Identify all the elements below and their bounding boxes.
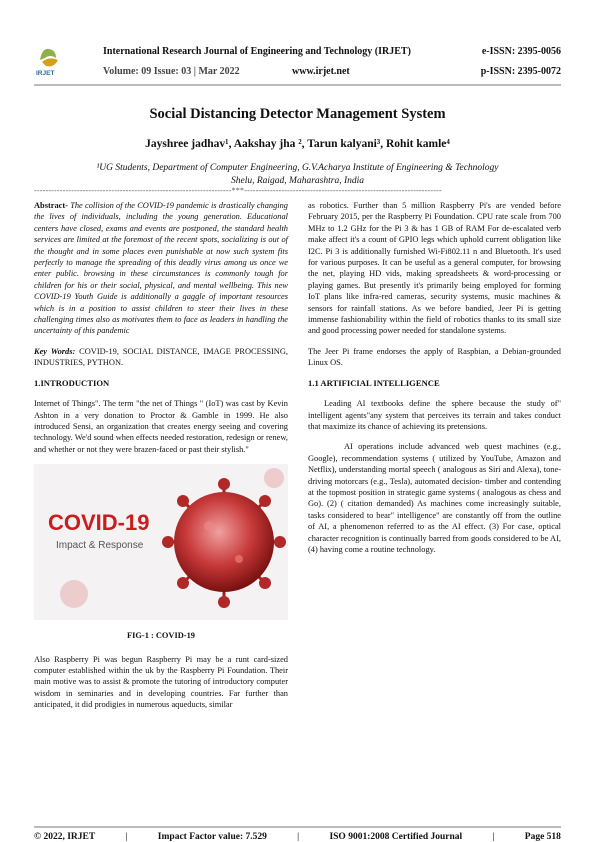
- e-issn: e-ISSN: 2395-0056: [481, 46, 561, 57]
- intro-heading: 1.INTRODUCTION: [34, 377, 110, 388]
- footer-separator: |: [297, 832, 300, 842]
- keywords-text: COVID-19, SOCIAL DISTANCE, IMAGE PROCESSING, INDUSTRIES, PYTHON.: [34, 346, 288, 368]
- keywords-label: Key Words:: [34, 346, 76, 356]
- journal-url[interactable]: www.irjet.net: [292, 66, 350, 77]
- figure-title: COVID-19: [48, 510, 150, 536]
- paper-title: Social Distancing Detector Management System: [149, 106, 446, 122]
- abstract: [34, 200, 288, 337]
- footer-iso: ISO 9001:2008 Certified Journal: [329, 832, 463, 842]
- figure-subtitle: Impact & Response: [56, 540, 144, 552]
- footer-rule: [34, 826, 561, 828]
- keywords: [34, 346, 288, 369]
- volume-issue: Volume: 09 Issue: 03 | Mar 2022: [103, 66, 240, 77]
- affiliation-line-1: ¹UG Students, Department of Computer Engineering, G.V.Acharya Institute of Engineering & Technology: [96, 163, 499, 173]
- intro-paragraph: Internet of Things". The term "the net of Things " (IoT) was cast by Kevin Ashton in a very donation to Proctor & Gamble in 1999. He also introduced Sensi, an organization that creates energy seeing and covering technology. We'd sound when effects needed restoration, redesign or renew, and whether or not they were brazen-faced or past their stylish.": [34, 399, 288, 454]
- footer-separator: |: [492, 832, 495, 842]
- paper-authors: Jayshree jadhav¹, Aakshay jha ², Tarun kalyani³, Rohit kamle⁴: [145, 138, 450, 150]
- raspberry-pi-paragraph: Also Raspberry Pi was begun Raspberry Pi may be a runt card-sized computer established within the uk by the Raspberry Pi Foundation. Their main motive was to assist & promote the tutoring of introductory computer wisdom in seminaries and in developing countries. Far further than anticipated, it did prodigies in numerous aqueducts, similar: [34, 654, 288, 710]
- covid-illustration: [34, 464, 288, 620]
- footer-page-number: Page 518: [524, 832, 561, 842]
- header-rule: [34, 84, 561, 86]
- covid-figure: [34, 464, 288, 620]
- p-issn: p-ISSN: 2395-0072: [480, 66, 561, 77]
- footer-copyright: © 2022, IRJET: [34, 832, 96, 842]
- footer-separator: |: [125, 832, 128, 842]
- figure-caption: FIG-1 : COVID-19: [127, 631, 195, 641]
- irjet-logo: [36, 46, 62, 76]
- paper-affiliation: [0, 162, 595, 188]
- right-column: [308, 200, 561, 564]
- footer-impact-factor: Impact Factor value: 7.529: [157, 832, 267, 842]
- page-footer: [34, 832, 561, 842]
- abstract-label: Abstract-: [34, 201, 68, 210]
- journal-header: [34, 44, 561, 84]
- ai-heading: 1.1 ARTIFICIAL INTELLIGENCE: [308, 377, 440, 388]
- journal-title: International Research Journal of Engineering and Technology (IRJET): [103, 46, 411, 57]
- left-column: [34, 200, 288, 720]
- section-separator: ---------------------------------------------------------------------***---------------------------------------------------------------------: [34, 186, 442, 195]
- abstract-text: The collision of the COVID-19 pandemic is drastically changing the lives of individuals, including the young generation. Educational centers have closed, exams and events are postponed, the standard health services are limited at the foremost of the recent spots, socializing is out of the thought and in some places even punishable at now such system fits perfectly to manage the spreading of this deadly virus among us once we enter public. browsing in these circumstances is commonly tough for children for his or their social, physical, and mental wellbeing. This new COVID-19 Youth Guide is additionally a gaggle of important resources which is in a position to assist children to steer their lives in these challenging times also as motivates them to face as leaders in handling the uncertainty of this pandemic: [34, 201, 288, 336]
- svg-text:IRJET: IRJET: [36, 70, 55, 76]
- affiliation-line-2: Shelu, Raigad, Maharashtra, India: [231, 176, 364, 186]
- ai-paragraph-1: Leading AI textbooks define the sphere because the study of" intelligent agents"any system that perceives its terrain and takes conduct that maximize its chance of achieving its pretensions.: [308, 399, 561, 431]
- raspbian-paragraph: The Jeer Pi frame endorses the apply of Raspbian, a Debian-grounded Linux OS.: [308, 346, 561, 368]
- ai-paragraph-2: AI operations include advanced web quest machines (e.g., Google), recommendation systems ( utilized by YouTube, Amazon and Netflix), understanding mortal speech ( analogous as Siri and Alexa), tone- driving motorcars (e.g., Tesla), automated decision- timber and contending at the topmost position in strategic game systems ( analogous as chess and Go). (2) ( citation demanded) As machines come increasingly suitable, tasks considered to bear" intelligence" are constantly off from the outline of AI, a phenomenon referred to as the AI effect. (3) For case, optical character recognition is continually barred from goods considered to be AI, (4) having come a routine technology.: [308, 442, 561, 554]
- robotics-paragraph: as robotics. Further than 5 million Raspberry Pi's are vended before February 2015, per the Raspberry Pi Foundation. CPU rate scale from 700 MHz to 1.2 GHz for the Pi 3 & has 1 GB of RAM For de-escalated verb make affect it's a count of GPIO legs which uphold current obligation like I2C. Pi 3 is additionally furnished Wi-Fi802.11 n and Bluetooth. It's used for various purposes. It can be useful as a general computer, for browsing the net, playing HD vids, making spreadsheets & word-processing or playing games. But presently it's primarily being employed for forming IoT plans like infra-red cameras, security systems, music machines & sensors for rainfall stations. As we before bandied, Jeer Pi is getting immense fashionability within the field of robotics thanks to its small size and good processing power needed for standalone systems.: [308, 201, 561, 336]
